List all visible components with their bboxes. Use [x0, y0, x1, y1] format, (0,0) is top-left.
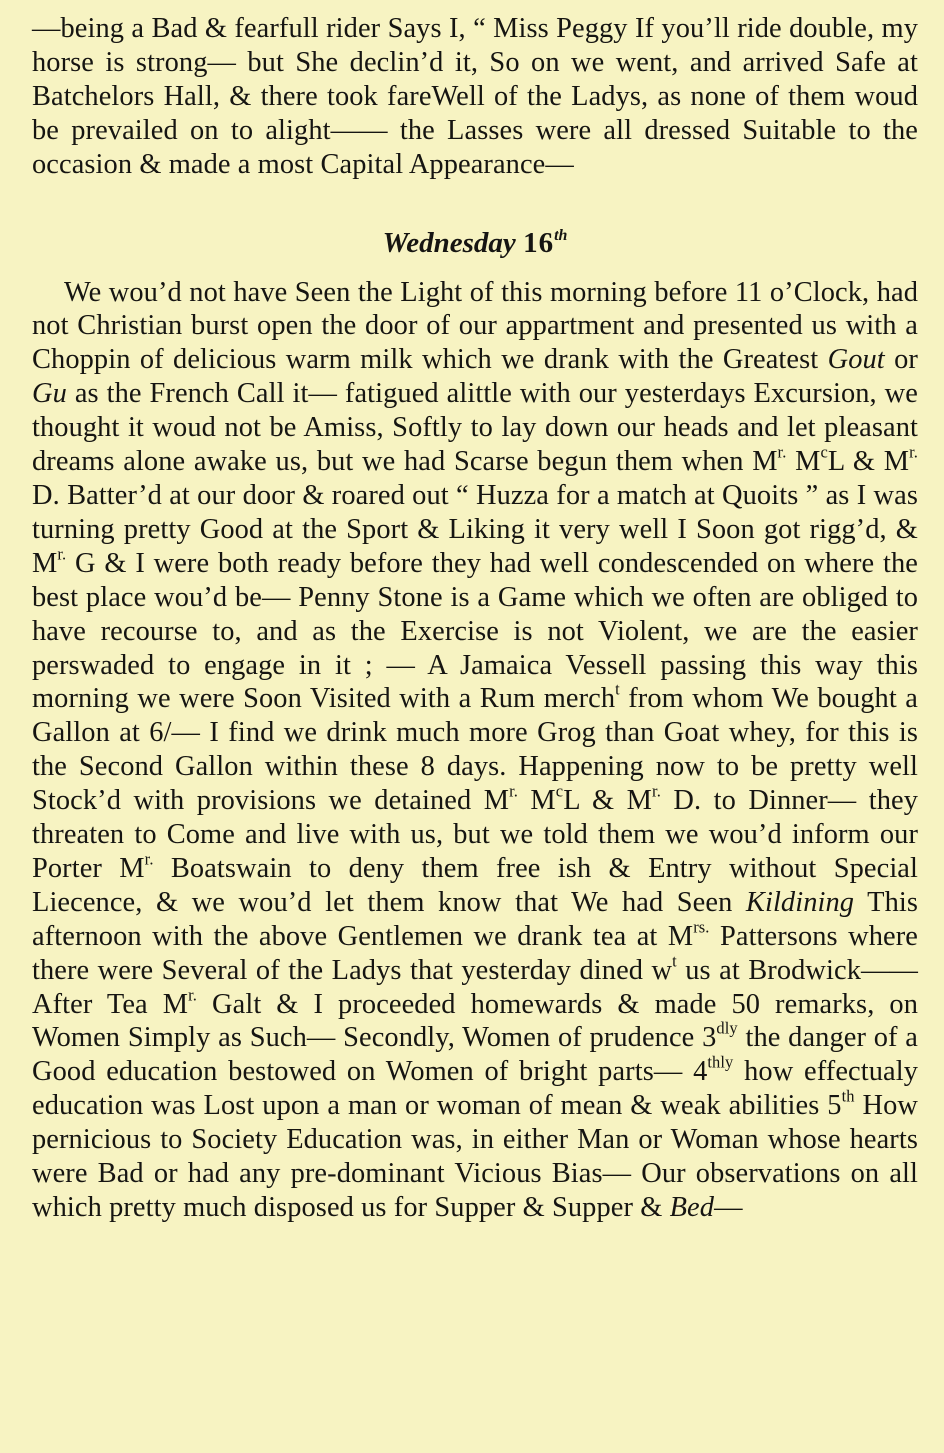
text-run: L & M	[563, 785, 653, 817]
italic-word: Gout	[827, 344, 885, 376]
text-run: —	[714, 1192, 743, 1223]
superscript: r.	[652, 781, 661, 801]
superscript: t	[615, 680, 620, 700]
italic-word: Bed	[669, 1192, 715, 1223]
superscript: r.	[509, 781, 518, 801]
superscript: r.	[57, 544, 67, 564]
superscript: rs.	[693, 917, 710, 937]
heading-day: Wednesday	[382, 226, 516, 259]
text-run: Galt & I proceeded homewards & made 50 remarks, on Women Simply as Such— Secondly, Women of prudence 3	[32, 988, 918, 1054]
text-run: us at Brodwick—— After Tea M	[32, 954, 918, 1020]
italic-word: Kildining	[745, 886, 855, 918]
superscript: c	[820, 442, 828, 462]
text-run: G & I were both ready before they had well condescended on where the best place wou’d be— Penny Stone is a Game which we often are obliged to have recourse to, and as the Exercise is not Violent, we are the easier perswaded to engage in it ; — A Jamaica Vessell passing this way this morning we were Soon Visited with a Rum merch	[32, 547, 918, 715]
superscript: th	[841, 1086, 855, 1106]
superscript: r.	[188, 985, 198, 1005]
text-run: or	[884, 344, 918, 376]
diary-entry-paragraph	[32, 276, 918, 1225]
text-run: We wou’d not have Seen the Light of this morning before 11 o’Clock, had not Christian burst open the door of our appartment and presented us with a Choppin of delicious warm milk which we drank with the Greatest	[32, 276, 918, 376]
paragraph-continuation: —being a Bad & fearfull rider Says I, “ Miss Peggy If you’ll ride double, my horse is strong— but She declin’d it, So on we went, and arrived Safe at Batchelors Hall, & there took fareWell of the Ladys, as none of them woud be prevailed on to alight—— the Lasses were all dressed Suitable to the occasion & made a most Capital Appearance—	[32, 13, 918, 180]
text-run: from whom We bought a Gallon at 6/— I find we drink much more Grog than Goat whey, for this is the Second Gallon within these 8 days. Happening now to be pretty well Stock’d with provisions we detained M	[32, 683, 918, 817]
heading-date-number: 16	[523, 226, 555, 259]
superscript: r.	[144, 849, 154, 869]
text-run: how effectualy education was Lost upon a man or woman of mean & weak abilities 5	[32, 1056, 918, 1122]
superscript: r.	[777, 442, 787, 462]
diary-entry-heading	[32, 226, 918, 260]
superscript: c	[555, 781, 564, 801]
text-run: This afternoon with the above Gentlemen we drank tea at M	[32, 886, 918, 952]
superscript: dly	[716, 1019, 738, 1039]
text-run: D. to Dinner— they threaten to Come and live with us, but we told them we wou’d inform our Porter M	[32, 785, 919, 884]
heading-date-suffix: th	[554, 226, 568, 244]
text-run: D. Batter’d at our door & roared out “ Huzza for a match at Quoits ” as I was turning pretty Good at the Sport & Liking it very well I Soon got rigg’d, & M	[32, 479, 918, 579]
text-run: the danger of a Good education bestowed on Women of bright parts— 4	[32, 1022, 918, 1088]
superscript: t	[672, 951, 677, 971]
text-run: as the French Call it— fatigued alittle with our yesterdays Excursion, we thought it woud not be Amiss, Softly to lay down our heads and let pleasant dreams alone awake us, but we had Scarse begun them when M	[32, 378, 918, 478]
italic-word: Gu	[32, 378, 67, 410]
text-run: Boatswain to deny them free ish & Entry without Special Liecence, & we wou’d let them know that We had Seen	[32, 852, 918, 918]
text-run: How pernicious to Society Education was, in either Man or Woman whose hearts were Bad or had any pre-dominant Vicious Bias— Our observations on all which pretty much disposed us for Supper & Supper &	[32, 1090, 918, 1223]
text-run: Pattersons where there were Several of the Ladys that yesterday dined w	[32, 920, 918, 986]
text-run: M	[786, 446, 821, 478]
text-run: L & M	[827, 446, 910, 478]
superscript: r.	[909, 442, 919, 462]
text-run: M	[517, 785, 556, 817]
superscript: thly	[707, 1053, 734, 1073]
